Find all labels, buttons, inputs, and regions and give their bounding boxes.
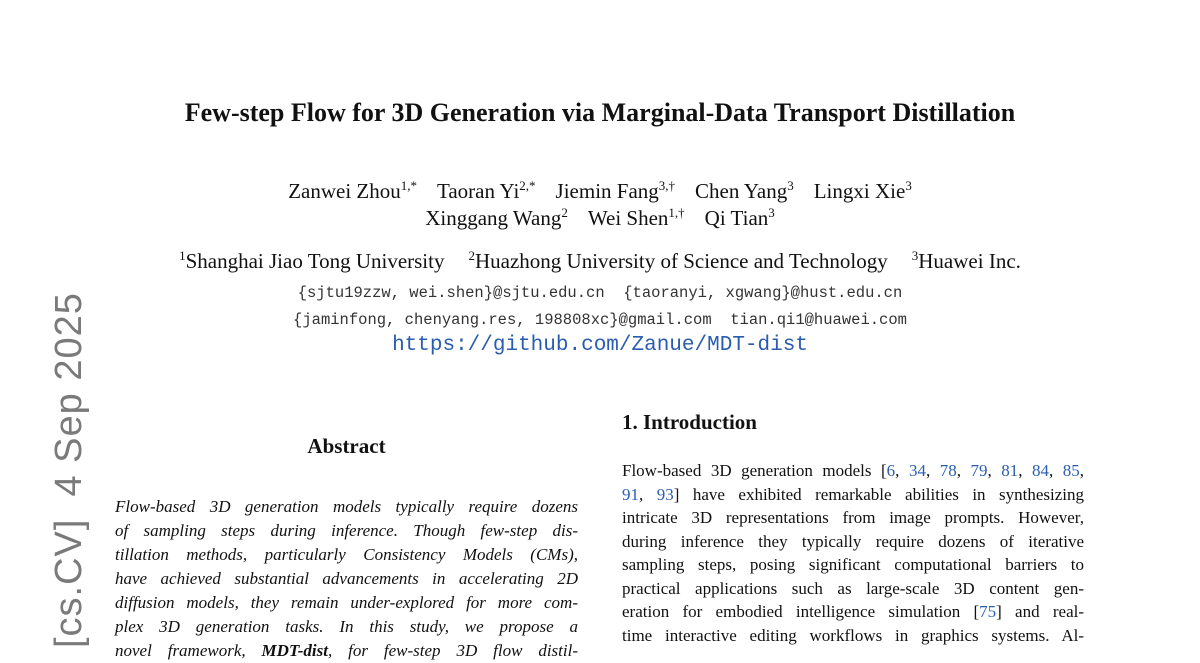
author-name: Taoran Yi <box>436 179 520 203</box>
citation-link[interactable]: 6 <box>886 461 896 480</box>
author <box>588 205 685 231</box>
author-name: Jiemin Fang <box>555 179 659 203</box>
abstract-body <box>115 495 578 663</box>
author <box>437 178 536 204</box>
author <box>288 178 417 204</box>
intro-line: eration for embodied intelligence simulation [75] and real- <box>622 602 1084 621</box>
github-repo-link[interactable]: https://github.com/Zanue/MDT-dist <box>392 334 808 357</box>
abstract-heading: Abstract <box>307 434 386 458</box>
abstract-line: of sampling steps during inference. Though few-step dis- <box>115 521 578 540</box>
author-affiliation-mark: 3,† <box>658 178 676 193</box>
intro-line: practical applications such as large-scale 3D content gen- <box>622 578 1084 598</box>
affiliation-name: Huazhong University of Science and Technology <box>474 249 888 273</box>
author-name: Wei Shen <box>587 206 669 230</box>
author-name: Xinggang Wang <box>425 206 562 230</box>
author-affiliation-mark: 3 <box>905 178 912 193</box>
method-name: MDT-dist <box>261 641 328 660</box>
abstract-line: novel framework, MDT-dist, for few-step 3D flow distil- <box>115 641 578 660</box>
abstract-line: Flow-based 3D generation models typically require dozens <box>115 497 578 516</box>
author-name: Chen Yang <box>695 179 788 203</box>
affiliation-mark: 2 <box>468 248 475 263</box>
email-line: {jaminfong, chenyang.res, 198808xc}@gmail.com tian.qi1@huawei.com <box>293 311 907 329</box>
author-name: Qi Tian <box>704 206 769 230</box>
citation-link[interactable]: 81 <box>1001 461 1019 480</box>
affiliation-name: Shanghai Jiao Tong University <box>185 249 445 273</box>
intro-line: Flow-based 3D generation models [6, 34, 78, 79, 81, 84, 85, <box>622 461 1085 480</box>
citation-link[interactable]: 93 <box>656 484 674 504</box>
introduction-heading: 1. Introduction <box>622 410 757 434</box>
intro-line: intricate 3D representations from image prompts. However, <box>622 508 1084 527</box>
author-affiliation-mark: 2,* <box>519 178 536 193</box>
citation-link[interactable]: 34 <box>908 461 926 480</box>
affiliation-name: Huawei Inc. <box>918 249 1021 273</box>
author <box>814 178 912 204</box>
affiliation-mark: 1 <box>179 248 186 263</box>
author-affiliation-mark: 1,† <box>668 205 685 220</box>
affiliation <box>468 249 887 274</box>
citation-link[interactable]: 79 <box>970 461 988 480</box>
authors-row <box>0 178 1200 204</box>
intro-line: 91, 93] have exhibited remarkable abilities in synthesizing <box>622 484 1085 504</box>
abstract-line: plex 3D generation tasks. In this study, we propose a <box>115 617 578 636</box>
author <box>425 205 568 231</box>
citation-link[interactable]: 78 <box>939 461 957 480</box>
email-line: {sjtu19zzw, wei.shen}@sjtu.edu.cn {taoranyi, xgwang}@hust.edu.cn <box>297 284 903 302</box>
intro-line: time interactive editing workflows in graphics systems. Al- <box>622 625 1084 645</box>
abstract-line: diffusion models, they remain under-explored for more com- <box>115 593 578 612</box>
intro-line: during inference they typically require dozens of iterative <box>622 531 1084 551</box>
abstract-line: tillation methods, particularly Consistency Models (CMs), <box>115 545 578 564</box>
affiliation <box>912 249 1021 274</box>
citation-link[interactable]: 91 <box>622 484 639 504</box>
author <box>695 178 794 204</box>
intro-line: sampling steps, posing significant computational barriers to <box>622 555 1084 574</box>
author-affiliation-mark: 3 <box>768 205 775 220</box>
abstract-line: have achieved substantial advancements in accelerating 2D <box>115 569 578 588</box>
author-affiliation-mark: 2 <box>561 205 568 220</box>
author-name: Zanwei Zhou <box>288 179 401 203</box>
affiliation <box>179 249 444 274</box>
author-affiliation-mark: 1,* <box>400 178 417 193</box>
affiliations <box>0 249 1200 274</box>
affiliation-mark: 3 <box>911 248 919 263</box>
arxiv-category: [cs.CV] <box>48 518 90 648</box>
author <box>705 205 775 231</box>
citation-link[interactable]: 84 <box>1032 461 1049 480</box>
authors-row <box>0 205 1200 231</box>
paper-title: Few-step Flow for 3D Generation via Marginal-Data Transport Distillation <box>184 98 1016 127</box>
citation-link[interactable]: 85 <box>1062 461 1080 480</box>
author <box>556 178 676 204</box>
author-affiliation-mark: 3 <box>787 178 794 193</box>
author-name: Lingxi Xie <box>813 179 906 203</box>
citation-link[interactable]: 75 <box>979 602 997 621</box>
arxiv-date: 4 Sep 2025 <box>48 292 90 497</box>
introduction-body <box>622 459 1084 647</box>
